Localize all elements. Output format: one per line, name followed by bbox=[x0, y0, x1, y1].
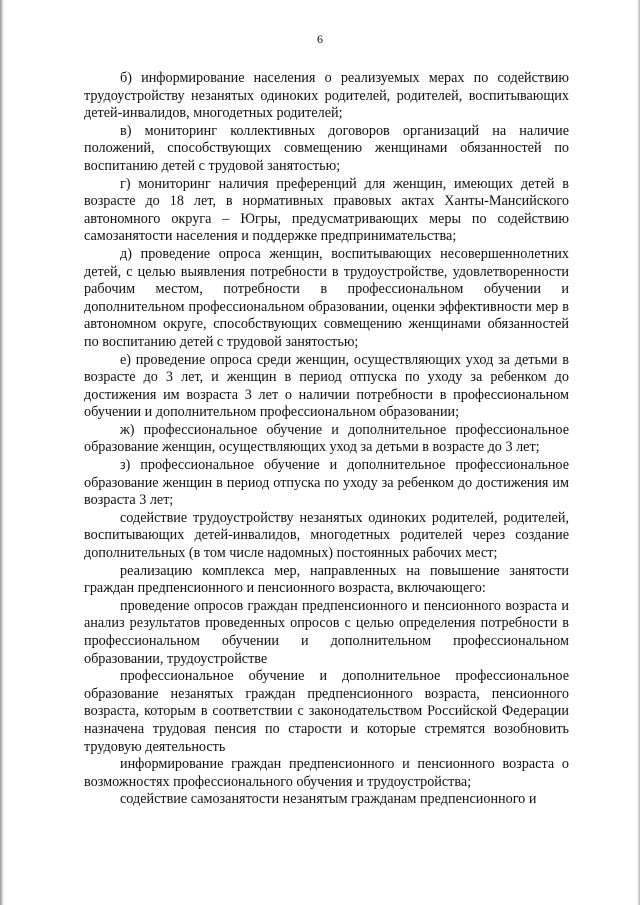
paragraph-informing: информирование граждан предпенсионного и пенсионного возраста о возможностях профессионального обучения и трудоустройства; bbox=[84, 756, 569, 790]
paragraph-d: д) проведение опроса женщин, воспитывающих несовершеннолетних детей, с целью выявления потребности в трудоустройстве, удовлетворенности рабочим местом, потребности в профессиональном обучении и дополнительном профессиональном образовании, оценки эффективности мер в автономном округе, способствующих совмещению женщинами обязанностей по воспитанию детей с трудовой занятостью; bbox=[84, 245, 569, 350]
paragraph-v: в) мониторинг коллективных договоров организаций на наличие положений, способствующих совмещению женщинами обязанностей по воспитанию детей с трудовой занятостью; bbox=[84, 122, 569, 174]
paragraph-e: е) проведение опроса среди женщин, осуществляющих уход за детьми в возрасте до 3 лет, и женщин в период отпуска по уходу за ребенком до достижения им возраста 3 лет о наличии потребности в профессиональном обучении и дополнительном профессиональном образовании; bbox=[84, 351, 569, 421]
paragraph-training: профессиональное обучение и дополнительное профессиональное образование незанятых граждан предпенсионного возраста, пенсионного возраста, которым в соответствии с законодательством Российской Федерации назначена трудовая пенсия по старости и которые стремятся возобновить трудовую деятельность bbox=[84, 668, 569, 755]
paragraph-employment-assistance: содействие трудоустройству незанятых одиноких родителей, родителей, воспитывающих детей-инвалидов, многодетных родителей через создание дополнительных (в том числе надомных) постоянных рабочих мест; bbox=[84, 509, 569, 562]
paragraph-b: б) информирование населения о реализуемых мерах по содействию трудоустройству незанятых одиноких родителей, родителей, воспитывающих детей-инвалидов, многодетных родителей; bbox=[84, 70, 569, 122]
document-body bbox=[84, 70, 569, 809]
paragraph-measures-complex: реализацию комплекса мер, направленных на повышение занятости граждан предпенсионного и пенсионного возраста, включающего: bbox=[84, 562, 569, 597]
paragraph-z: з) профессиональное обучение и дополнительное профессиональное образование женщин в период отпуска по уходу за ребенком до достижения им возраста 3 лет; bbox=[84, 457, 569, 509]
scan-edge-left bbox=[0, 0, 4, 905]
page-number: 6 bbox=[317, 32, 323, 46]
paragraph-self-employment: содействие самозанятости незанятым гражданам предпенсионного и bbox=[120, 791, 537, 808]
paragraph-zh: ж) профессиональное обучение и дополнительное профессиональное образование женщин, осуществляющих уход за детьми в возрасте до 3 лет; bbox=[84, 421, 569, 456]
paragraph-surveys: проведение опросов граждан предпенсионного и пенсионного возраста и анализ результатов проведенных опросов с целью определения потребности в профессиональном обучении и дополнительном профессиональном образовании, трудоустройстве bbox=[84, 597, 569, 667]
paragraph-g: г) мониторинг наличия преференций для женщин, имеющих детей в возрасте до 18 лет, в нормативных правовых актах Ханты-Мансийского автономного округа – Югры, предусматривающих меры по содействию самозанятости населения и поддержке предпринимательства; bbox=[84, 175, 569, 245]
